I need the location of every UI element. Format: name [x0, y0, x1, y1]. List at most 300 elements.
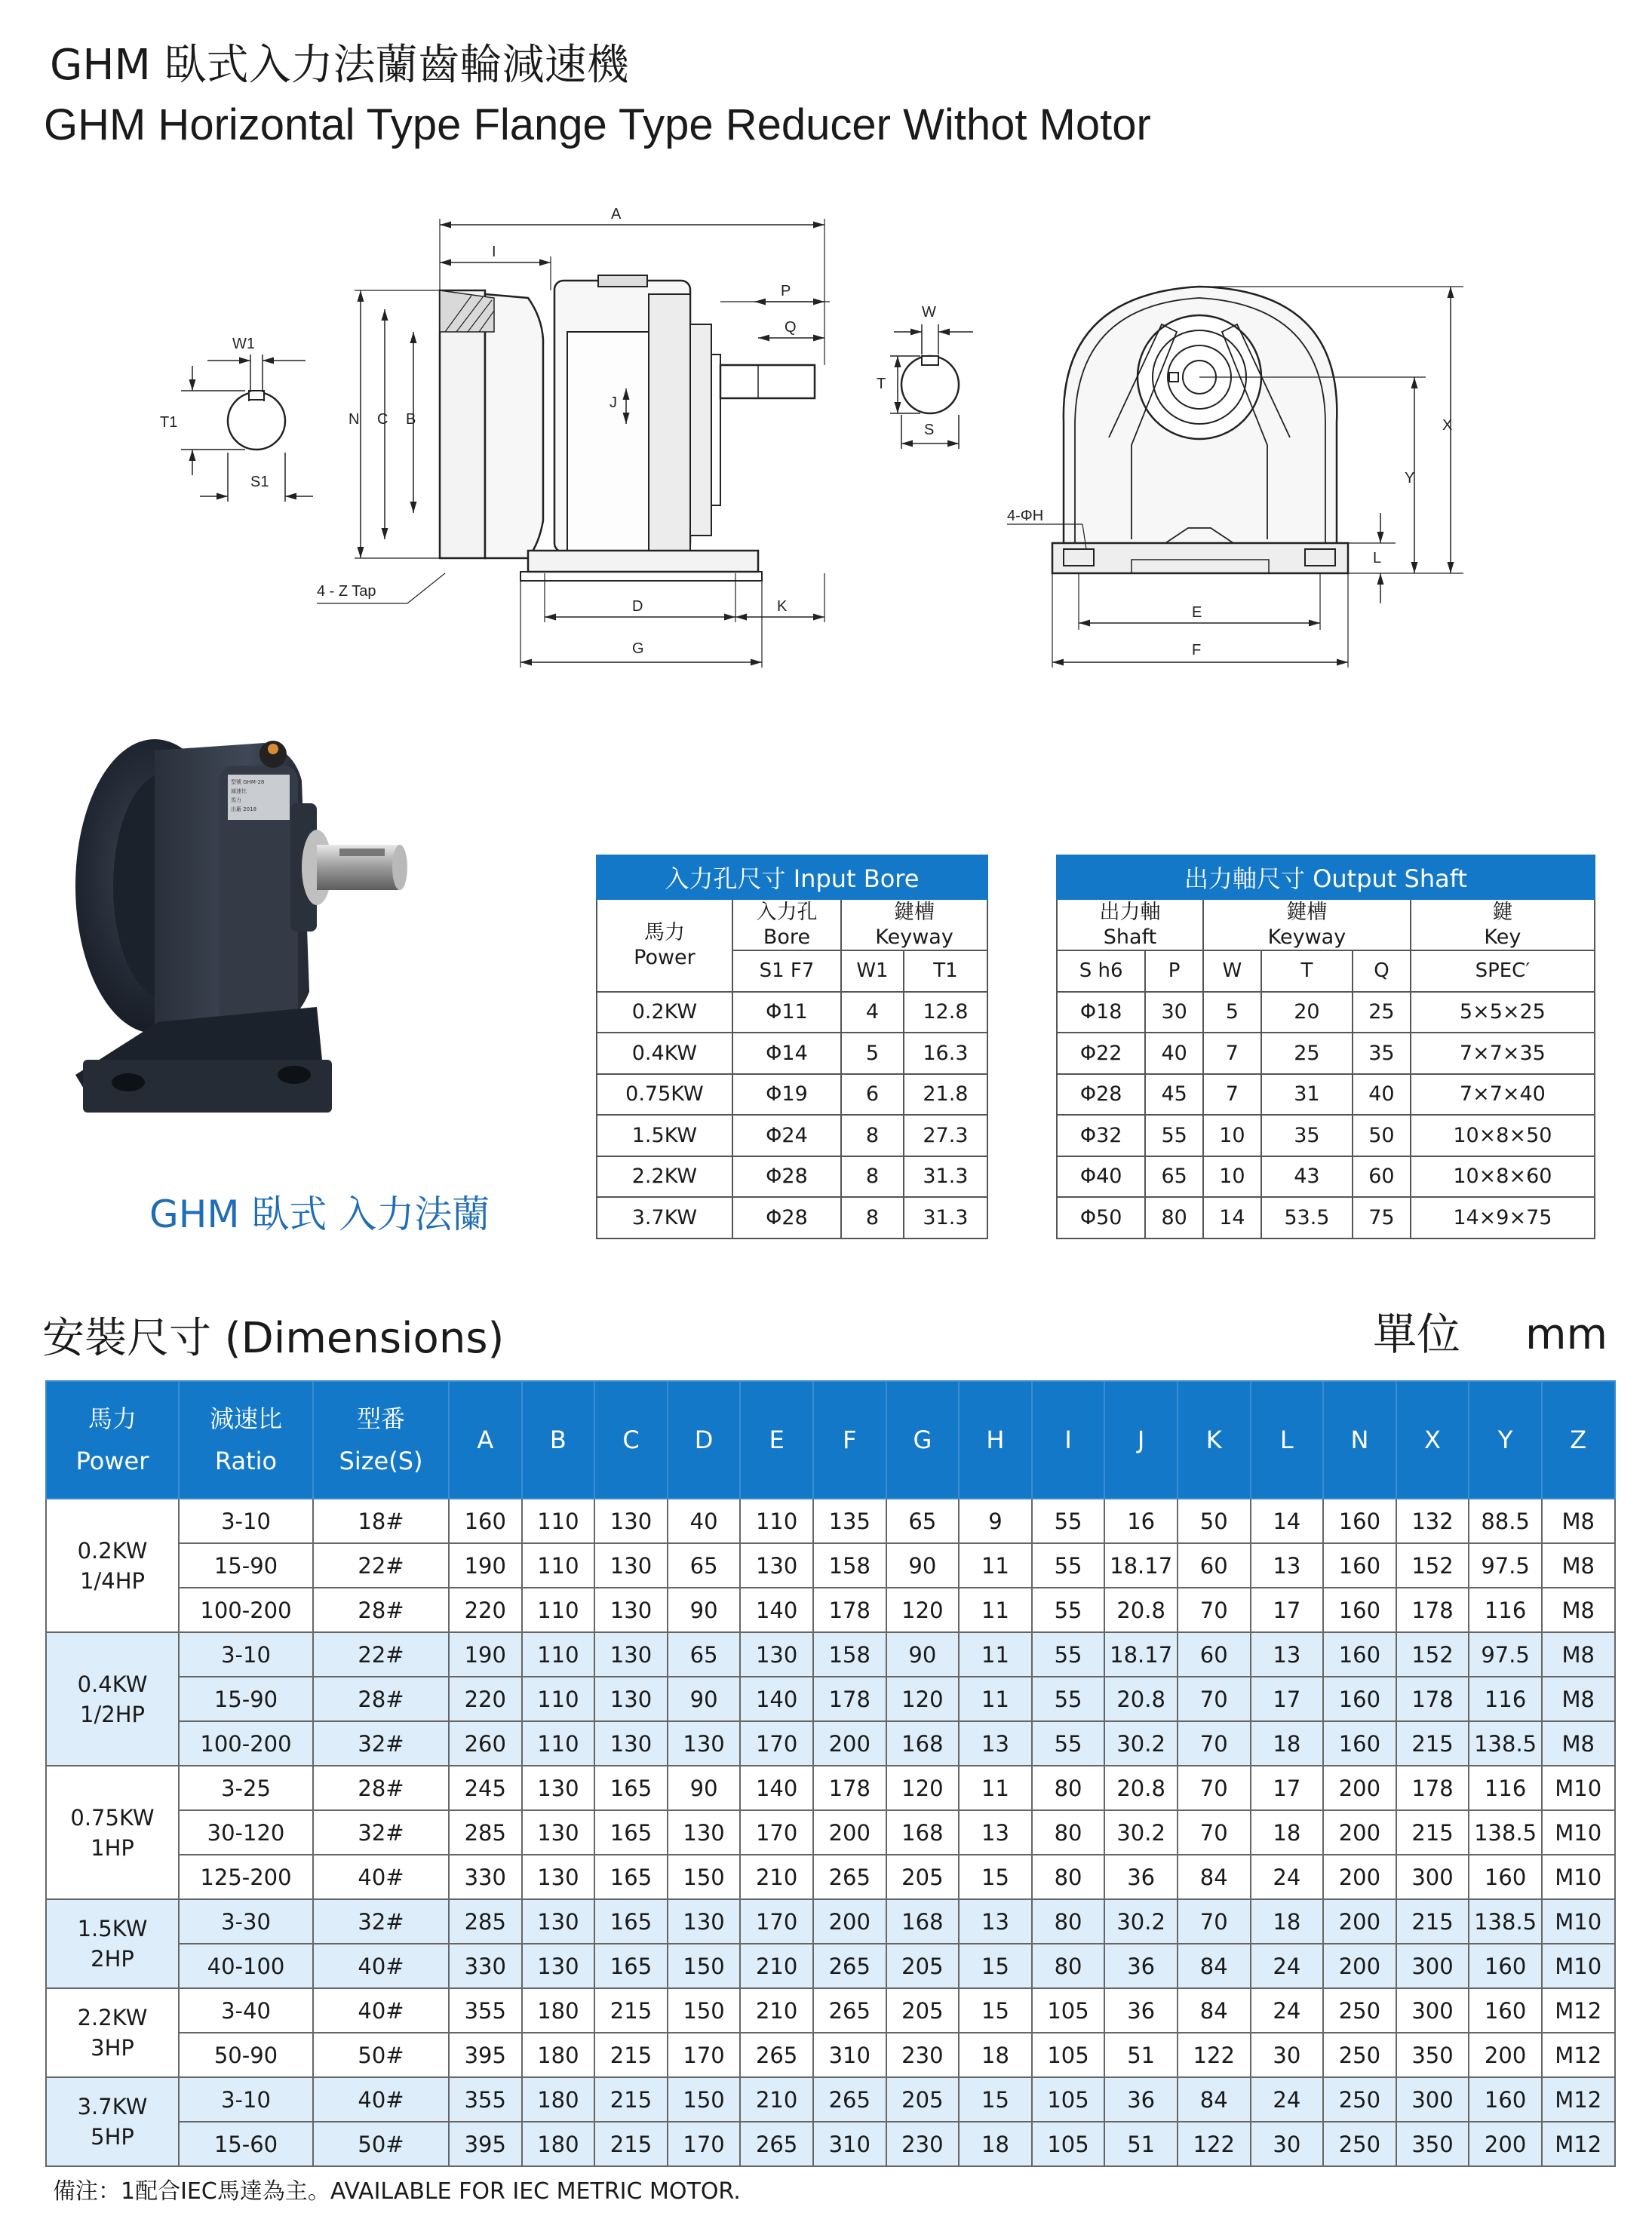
dimensions-rows: [46, 1499, 1615, 2166]
table-cell: 14×9×75: [1411, 1197, 1595, 1238]
table-cell: 13: [959, 1810, 1032, 1855]
table-row: [597, 1074, 987, 1116]
table-cell: 120: [886, 1677, 960, 1721]
table-cell: 10: [1203, 1156, 1261, 1198]
table-cell: M8: [1542, 1588, 1615, 1632]
table-cell: Φ22: [1057, 1033, 1145, 1074]
table-cell: 18: [959, 2033, 1032, 2077]
output-shaft-caption: 出力軸尺寸 Output Shaft: [1057, 855, 1595, 899]
table-cell: M10: [1542, 1944, 1615, 1988]
label-G: G: [632, 640, 644, 657]
table-cell: 300: [1396, 2077, 1469, 2122]
header-n: N: [1323, 1381, 1396, 1499]
table-cell: 2.2KW: [597, 1156, 732, 1198]
table-cell: 152: [1396, 1632, 1469, 1677]
label-X: X: [1442, 417, 1453, 434]
table-row: [1057, 1115, 1595, 1156]
power-cell: [46, 2077, 179, 2166]
table-cell: 55: [1032, 1677, 1105, 1721]
table-cell: 168: [886, 1721, 960, 1766]
table-cell: 150: [668, 1944, 741, 1988]
table-cell: 7×7×40: [1411, 1074, 1595, 1116]
table-cell: 150: [668, 1988, 741, 2033]
table-cell: 395: [449, 2033, 522, 2077]
table-cell: 35: [1353, 1033, 1411, 1074]
table-cell: 140: [740, 1588, 813, 1632]
header-f: F: [813, 1381, 886, 1499]
sub-header: S1 F7: [732, 950, 841, 992]
table-cell: 160: [1469, 1988, 1542, 2033]
table-cell: 165: [594, 1899, 668, 1944]
table-row: [46, 1944, 1615, 1988]
table-cell: 200: [1469, 2122, 1542, 2166]
table-cell: 7: [1203, 1033, 1261, 1074]
table-cell: 110: [522, 1588, 595, 1632]
table-cell: 36: [1104, 2077, 1178, 2122]
table-cell: 88.5: [1469, 1499, 1542, 1543]
table-cell: 3-30: [179, 1899, 313, 1944]
table-cell: 15: [959, 2077, 1032, 2122]
table-cell: 18#: [313, 1499, 449, 1543]
table-cell: 40#: [313, 1944, 449, 1988]
table-cell: 130: [594, 1588, 668, 1632]
label-W: W: [922, 304, 936, 321]
table-cell: 130: [740, 1632, 813, 1677]
table-cell: Φ28: [732, 1197, 841, 1238]
table-cell: 17: [1251, 1677, 1324, 1721]
table-cell: 15: [959, 1944, 1032, 1988]
header-j: J: [1104, 1381, 1178, 1499]
table-cell: 80: [1032, 1855, 1105, 1899]
table-row: [1057, 992, 1595, 1033]
header-e: E: [740, 1381, 813, 1499]
table-cell: 168: [886, 1810, 960, 1855]
table-cell: 160: [1323, 1499, 1396, 1543]
table-cell: 35: [1261, 1115, 1353, 1156]
label-N: N: [349, 411, 360, 428]
table-cell: 265: [813, 1988, 886, 2033]
table-row: [46, 2122, 1615, 2166]
table-cell: 165: [594, 1944, 668, 1988]
table-cell: 110: [522, 1677, 595, 1721]
table-cell: 20.8: [1104, 1588, 1178, 1632]
sub-header: S h6: [1057, 950, 1145, 992]
table-cell: 160: [1323, 1543, 1396, 1588]
table-cell: 11: [959, 1677, 1032, 1721]
table-cell: 122: [1178, 2033, 1251, 2077]
table-cell: 180: [522, 2033, 595, 2077]
table-cell: 11: [959, 1588, 1032, 1632]
bore-header: 入力孔 Bore: [732, 899, 841, 950]
nameplate-line-2: 減速比: [231, 788, 247, 794]
table-cell: 70: [1178, 1677, 1251, 1721]
table-cell: 20.8: [1104, 1766, 1178, 1810]
table-cell: 215: [594, 1988, 668, 2033]
table-cell: M10: [1542, 1899, 1615, 1944]
table-cell: Φ28: [1057, 1074, 1145, 1116]
label-S1: S1: [250, 474, 269, 490]
table-cell: 230: [886, 2033, 960, 2077]
table-cell: 13: [959, 1721, 1032, 1766]
table-cell: 40#: [313, 2077, 449, 2122]
table-cell: 125-200: [179, 1855, 313, 1899]
header-k: K: [1178, 1381, 1251, 1499]
table-cell: 60: [1178, 1632, 1251, 1677]
table-cell: 65: [668, 1632, 741, 1677]
table-cell: 0.75KW: [597, 1074, 732, 1116]
table-row: [597, 1197, 987, 1238]
table-cell: 110: [522, 1721, 595, 1766]
table-cell: 130: [668, 1810, 741, 1855]
table-row: [597, 1115, 987, 1156]
table-row: [46, 1810, 1615, 1855]
table-cell: 200: [1323, 1766, 1396, 1810]
product-photo: [68, 720, 551, 1143]
table-cell: 265: [740, 2033, 813, 2077]
table-cell: 168: [886, 1899, 960, 1944]
sub-header: W1: [841, 950, 904, 992]
table-cell: Φ40: [1057, 1156, 1145, 1198]
table-cell: 6: [841, 1074, 904, 1116]
table-cell: 55: [1032, 1499, 1105, 1543]
table-cell: 31: [1261, 1074, 1353, 1116]
table-cell: Φ50: [1057, 1197, 1145, 1238]
table-cell: 17: [1251, 1766, 1324, 1810]
sub-header: SPEC′: [1411, 950, 1595, 992]
table-cell: 210: [740, 1855, 813, 1899]
table-cell: 130: [522, 1944, 595, 1988]
dimensions-header-row: [46, 1381, 1615, 1499]
table-cell: 18: [959, 2122, 1032, 2166]
table-cell: 80: [1032, 1766, 1105, 1810]
table-cell: 28#: [313, 1588, 449, 1632]
table-cell: 170: [740, 1899, 813, 1944]
table-cell: 90: [668, 1677, 741, 1721]
table-row: [46, 1632, 1615, 1677]
table-cell: 250: [1323, 2077, 1396, 2122]
table-cell: 170: [740, 1810, 813, 1855]
sub-header: W: [1203, 950, 1261, 992]
table-cell: 110: [522, 1499, 595, 1543]
page-title-en: GHM Horizontal Type Flange Type Reducer Withot Motor: [44, 100, 1151, 149]
power-hp: 1/2HP: [80, 1701, 145, 1727]
table-cell: 120: [886, 1766, 960, 1810]
table-cell: 50-90: [179, 2033, 313, 2077]
table-cell: 51: [1104, 2122, 1178, 2166]
table-cell: 30.2: [1104, 1721, 1178, 1766]
table-cell: 116: [1469, 1588, 1542, 1632]
table-cell: 65: [668, 1543, 741, 1588]
table-cell: 15: [959, 1855, 1032, 1899]
table-cell: 80: [1032, 1944, 1105, 1988]
nameplate-line-1: 型號 GHM-28: [231, 779, 265, 785]
table-cell: 36: [1104, 1855, 1178, 1899]
table-cell: 3-10: [179, 1632, 313, 1677]
label-H: 4-ΦH: [1007, 508, 1044, 524]
table-cell: 205: [886, 2077, 960, 2122]
table-cell: 15-60: [179, 2122, 313, 2166]
table-cell: 190: [449, 1543, 522, 1588]
table-cell: 24: [1251, 2077, 1324, 2122]
table-cell: 105: [1032, 2077, 1105, 2122]
table-cell: 3.7KW: [597, 1197, 732, 1238]
table-cell: 165: [594, 1810, 668, 1855]
product-caption: GHM 臥式 入力法蘭: [149, 1192, 490, 1236]
table-cell: 265: [813, 1855, 886, 1899]
table-row: [46, 1721, 1615, 1766]
table-cell: 160: [1323, 1632, 1396, 1677]
sub-header: T: [1261, 950, 1353, 992]
output-shaft-table: [1056, 855, 1595, 1239]
table-cell: 13: [1251, 1543, 1324, 1588]
label-C: C: [377, 411, 388, 428]
table-cell: 300: [1396, 1988, 1469, 2033]
table-cell: 215: [594, 2033, 668, 2077]
table-cell: 20.8: [1104, 1677, 1178, 1721]
table-cell: M12: [1542, 2122, 1615, 2166]
table-cell: 180: [522, 1988, 595, 2033]
table-cell: M10: [1542, 1766, 1615, 1810]
table-cell: 130: [522, 1766, 595, 1810]
table-cell: 210: [740, 1988, 813, 2033]
table-cell: 84: [1178, 1944, 1251, 1988]
table-cell: 8: [841, 1115, 904, 1156]
table-cell: 138.5: [1469, 1721, 1542, 1766]
label-W1: W1: [232, 336, 255, 352]
power-cell: [46, 1632, 179, 1766]
table-cell: 11: [959, 1543, 1032, 1588]
table-cell: 70: [1178, 1810, 1251, 1855]
table-cell: 116: [1469, 1677, 1542, 1721]
table-cell: 130: [668, 1721, 741, 1766]
table-row: [597, 1156, 987, 1198]
table-cell: 36: [1104, 1988, 1178, 2033]
table-cell: 90: [668, 1588, 741, 1632]
label-L: L: [1373, 550, 1382, 566]
table-cell: 28#: [313, 1677, 449, 1721]
table-cell: 105: [1032, 1988, 1105, 2033]
label-F: F: [1192, 642, 1202, 658]
power-hp: 1/4HP: [80, 1567, 145, 1594]
table-cell: 51: [1104, 2033, 1178, 2077]
table-cell: 75: [1353, 1197, 1411, 1238]
power-cell: [46, 1899, 179, 1988]
table-cell: 178: [813, 1766, 886, 1810]
output-shaft-rows: [1057, 992, 1595, 1238]
table-row: [46, 1543, 1615, 1588]
table-cell: 178: [1396, 1588, 1469, 1632]
label-Y: Y: [1405, 470, 1415, 486]
table-cell: 200: [1323, 1944, 1396, 1988]
table-cell: 116: [1469, 1766, 1542, 1810]
table-cell: 84: [1178, 1855, 1251, 1899]
table-cell: 170: [668, 2122, 741, 2166]
table-cell: 215: [594, 2122, 668, 2166]
table-cell: 22#: [313, 1543, 449, 1588]
header-ratio: 減速比 Ratio: [179, 1381, 313, 1499]
sub-header: P: [1145, 950, 1203, 992]
table-cell: M8: [1542, 1632, 1615, 1677]
dimensions-title: 安裝尺寸 (Dimensions): [42, 1314, 505, 1363]
power-cell: [46, 1988, 179, 2077]
table-cell: 105: [1032, 2122, 1105, 2166]
header-h: H: [959, 1381, 1032, 1499]
table-row: [46, 1899, 1615, 1944]
table-cell: 0.2KW: [597, 992, 732, 1033]
table-cell: 150: [668, 2077, 741, 2122]
table-cell: 4: [841, 992, 904, 1033]
table-row: [46, 1588, 1615, 1632]
table-cell: 110: [522, 1543, 595, 1588]
table-cell: 84: [1178, 2077, 1251, 2122]
table-cell: 160: [1469, 1855, 1542, 1899]
table-cell: 100-200: [179, 1588, 313, 1632]
table-cell: 31.3: [904, 1197, 987, 1238]
table-cell: 160: [449, 1499, 522, 1543]
header-size: 型番 Size(S): [313, 1381, 449, 1499]
table-cell: 165: [594, 1766, 668, 1810]
power-cell: [46, 1766, 179, 1899]
table-cell: 30.2: [1104, 1810, 1178, 1855]
table-cell: 18: [1251, 1899, 1324, 1944]
table-cell: 265: [813, 2077, 886, 2122]
table-cell: Φ14: [732, 1033, 841, 1074]
table-cell: 27.3: [904, 1115, 987, 1156]
table-cell: 24: [1251, 1855, 1324, 1899]
label-P: P: [781, 283, 791, 299]
table-cell: 200: [1323, 1810, 1396, 1855]
table-cell: Φ11: [732, 992, 841, 1033]
table-cell: 14: [1251, 1499, 1324, 1543]
sub-header: Q: [1353, 950, 1411, 992]
table-cell: 165: [594, 1855, 668, 1899]
label-B: B: [406, 411, 416, 428]
table-cell: 40-100: [179, 1944, 313, 1988]
table-cell: 7: [1203, 1074, 1261, 1116]
table-cell: 170: [740, 1721, 813, 1766]
table-cell: 40: [1145, 1033, 1203, 1074]
table-cell: 110: [522, 1632, 595, 1677]
table-row: [46, 2033, 1615, 2077]
table-row: [46, 1988, 1615, 2033]
table-cell: 80: [1032, 1810, 1105, 1855]
table-cell: 3-10: [179, 1499, 313, 1543]
table-cell: 215: [1396, 1899, 1469, 1944]
table-cell: 330: [449, 1855, 522, 1899]
label-I: I: [492, 244, 496, 260]
header-l: L: [1251, 1381, 1324, 1499]
table-cell: 138.5: [1469, 1899, 1542, 1944]
power-kw: 0.2KW: [77, 1537, 148, 1564]
table-cell: 13: [1251, 1632, 1324, 1677]
table-cell: 130: [740, 1543, 813, 1588]
table-cell: 130: [594, 1632, 668, 1677]
table-cell: 220: [449, 1588, 522, 1632]
table-cell: 28#: [313, 1766, 449, 1810]
table-cell: 220: [449, 1677, 522, 1721]
table-row: [597, 992, 987, 1033]
header-c: C: [594, 1381, 668, 1499]
table-cell: 24: [1251, 1988, 1324, 2033]
table-cell: 53.5: [1261, 1197, 1353, 1238]
table-cell: 65: [1145, 1156, 1203, 1198]
table-cell: 70: [1178, 1588, 1251, 1632]
table-cell: 265: [740, 2122, 813, 2166]
table-cell: 32#: [313, 1810, 449, 1855]
table-cell: 122: [1178, 2122, 1251, 2166]
table-cell: 15-90: [179, 1677, 313, 1721]
table-cell: 9: [959, 1499, 1032, 1543]
table-cell: 300: [1396, 1944, 1469, 1988]
table-cell: 3-10: [179, 2077, 313, 2122]
table-cell: 205: [886, 1944, 960, 1988]
table-cell: 130: [668, 1899, 741, 1944]
label-K: K: [777, 598, 788, 615]
header-b: B: [522, 1381, 595, 1499]
table-cell: 200: [1469, 2033, 1542, 2077]
table-row: [597, 1033, 987, 1074]
table-row: [1057, 1074, 1595, 1116]
table-cell: M12: [1542, 2077, 1615, 2122]
power-header: 馬力 Power: [597, 899, 732, 992]
table-cell: 355: [449, 1988, 522, 2033]
table-cell: 260: [449, 1721, 522, 1766]
table-cell: 132: [1396, 1499, 1469, 1543]
table-cell: 285: [449, 1899, 522, 1944]
unit-value: mm: [1525, 1310, 1608, 1359]
power-hp: 3HP: [91, 2035, 134, 2061]
table-cell: 200: [813, 1810, 886, 1855]
dimension-drawing: [0, 189, 1652, 686]
table-cell: 130: [522, 1810, 595, 1855]
power-kw: 0.75KW: [70, 1804, 155, 1831]
table-cell: 40#: [313, 1855, 449, 1899]
header-d: D: [668, 1381, 741, 1499]
table-cell: 200: [1323, 1855, 1396, 1899]
table-cell: 70: [1178, 1899, 1251, 1944]
table-cell: 160: [1323, 1588, 1396, 1632]
table-cell: 40: [668, 1499, 741, 1543]
table-row: [1057, 1033, 1595, 1074]
table-cell: 18.17: [1104, 1543, 1178, 1588]
table-cell: 18: [1251, 1721, 1324, 1766]
table-cell: 50#: [313, 2033, 449, 2077]
table-cell: 11: [959, 1766, 1032, 1810]
table-cell: 18: [1251, 1810, 1324, 1855]
table-cell: 97.5: [1469, 1543, 1542, 1588]
table-cell: 230: [886, 2122, 960, 2166]
table-cell: Φ32: [1057, 1115, 1145, 1156]
table-cell: 8: [841, 1197, 904, 1238]
table-cell: 55: [1032, 1543, 1105, 1588]
table-cell: 8: [841, 1156, 904, 1198]
table-cell: 350: [1396, 2033, 1469, 2077]
table-cell: 65: [886, 1499, 960, 1543]
table-cell: 160: [1323, 1721, 1396, 1766]
table-cell: 90: [886, 1543, 960, 1588]
table-cell: 215: [1396, 1721, 1469, 1766]
power-kw: 3.7KW: [77, 2094, 148, 2119]
table-cell: 250: [1323, 1988, 1396, 2033]
table-cell: 70: [1178, 1721, 1251, 1766]
table-cell: 11: [959, 1632, 1032, 1677]
table-cell: 180: [522, 2122, 595, 2166]
table-row: [46, 2077, 1615, 2122]
table-cell: Φ18: [1057, 992, 1145, 1033]
nameplate-line-4: 出廠 2018: [231, 806, 257, 812]
table-cell: 84: [1178, 1988, 1251, 2033]
table-cell: 200: [1323, 1899, 1396, 1944]
